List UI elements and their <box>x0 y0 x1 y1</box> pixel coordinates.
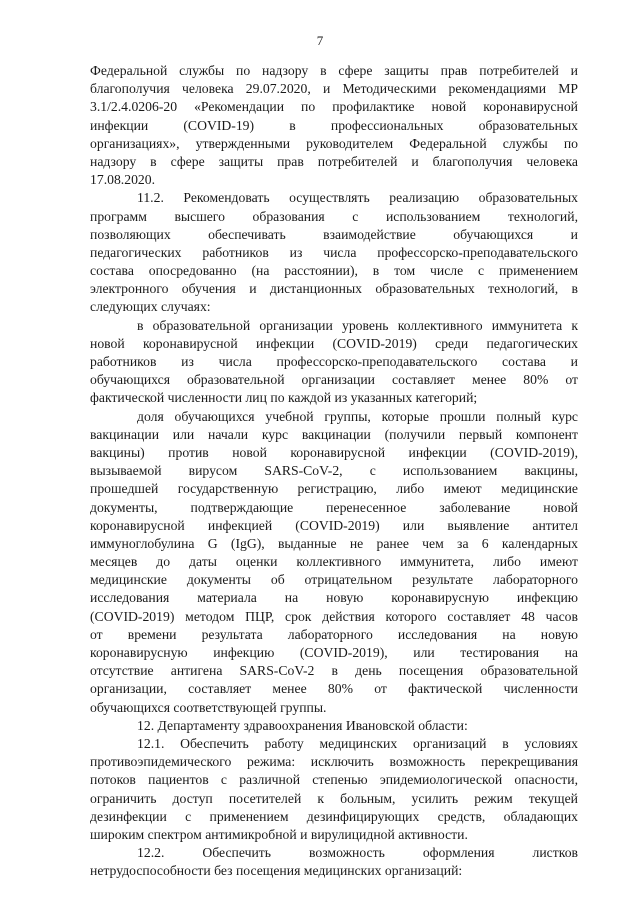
text-line: прошедшей государственную регистрацию, либо имеют медицинские <box>90 481 578 497</box>
text-line: месяцев до даты оценки коллективного иммунитета, либо имеют <box>90 554 578 570</box>
document-body <box>90 62 578 880</box>
text-line: нетрудоспособности без посещения медицинских организаций: <box>90 863 463 879</box>
text-line: Федеральной службы по надзору в сфере защиты прав потребителей и <box>90 63 578 78</box>
text-line: вызываемой вирусом SARS-CoV-2, с использованием вакцины, <box>90 463 578 479</box>
text-line: электронного обучения и дистанционных образовательных технологий, в <box>90 281 578 297</box>
text-line: следующих случаях: <box>90 299 211 315</box>
text-line: вакцинации или начали курс вакцинации (получили первый компонент <box>90 426 578 442</box>
text-line: состава опосредованно (на расстоянии), в том числе с применением <box>90 263 578 279</box>
text-line: в образовательной организации уровень коллективного иммунитета к <box>137 317 578 333</box>
text-line: педагогических работников из числа профессорско-преподавательского <box>90 244 578 260</box>
text-line: новой коронавирусной инфекции (COVID-2019) среди педагогических <box>90 335 578 351</box>
text-line: ограничить доступ посетителей к больным, усилить режим текущей <box>90 790 578 806</box>
text-line: доля обучающихся учебной группы, которые прошли полный курс <box>137 408 578 424</box>
text-line: от времени результата лабораторного исследования на новую <box>90 626 578 642</box>
text-line: отсутствие антигена SARS-CoV-2 в день посещения образовательной <box>90 663 578 679</box>
text-line: 17.08.2020. <box>90 172 156 188</box>
text-line: 3.1/2.4.0206-20 «Рекомендации по профилактике новой коронавирусной <box>90 99 578 115</box>
text-line: организации, составляет менее 80% от фактической численности <box>90 681 578 697</box>
page-number: 7 <box>316 33 324 48</box>
text-line: надзору в сфере защиты прав потребителей и благополучия человека <box>90 153 578 169</box>
text-line: противоэпидемического режима: исключить возможность перекрещивания <box>90 754 578 770</box>
text-line: организациях», утвержденными руководителем Федеральной службы по <box>90 135 578 151</box>
text-line: благополучия человека 29.07.2020, и Методическими рекомендациями МР <box>90 81 578 97</box>
text-line: коронавирусной инфекцией (COVID-2019) или выявление антител <box>90 517 578 533</box>
text-line: дезинфекции с применением дезинфицирующих средств, обладающих <box>90 808 578 824</box>
text-line: инфекции (COVID-19) в профессиональных образовательных <box>90 117 578 133</box>
text-line: широким спектром антимикробной и вирулицидной активности. <box>90 826 468 842</box>
text-line: документы, подтверждающие перенесенное заболевание новой <box>90 499 578 515</box>
text-line: обучающихся соответствующей группы. <box>90 699 327 715</box>
text-line: работников из числа профессорско-преподавательского состава и <box>90 354 578 369</box>
text-line: вакцины) против новой коронавирусной инфекции (COVID-2019), <box>90 444 578 460</box>
text-line: 11.2. Рекомендовать осуществлять реализацию образовательных <box>137 190 578 206</box>
text-line: (COVID-2019) методом ПЦР, срок действия которого составляет 48 часов <box>90 608 578 624</box>
text-line: медицинские документы об отрицательном результате лабораторного <box>90 572 578 588</box>
text-line: позволяющих обеспечивать взаимодействие обучающихся и <box>90 226 578 242</box>
text-line: 12.1. Обеспечить работу медицинских организаций в условиях <box>137 735 578 751</box>
text-line: 12.2. Обеспечить возможность оформления листков <box>137 845 578 861</box>
text-line: фактической численности лиц по каждой из указанных категорий; <box>90 390 478 406</box>
text-line: 12. Департаменту здравоохранения Ивановской области: <box>137 717 468 733</box>
text-line: программ высшего образования с использованием технологий, <box>90 208 578 224</box>
text-line: исследования материала на новую коронавирусную инфекцию <box>90 590 578 606</box>
text-line: обучающихся образовательной организации составляет менее 80% от <box>90 372 578 388</box>
text-line: потоков пациентов с различной степенью эпидемиологической опасности, <box>90 772 578 788</box>
text-line: иммуноглобулина G (IgG), выданные не ранее чем за 6 календарных <box>90 535 578 551</box>
text-line: коронавирусную инфекцию (COVID-2019), или тестирования на <box>90 645 578 660</box>
